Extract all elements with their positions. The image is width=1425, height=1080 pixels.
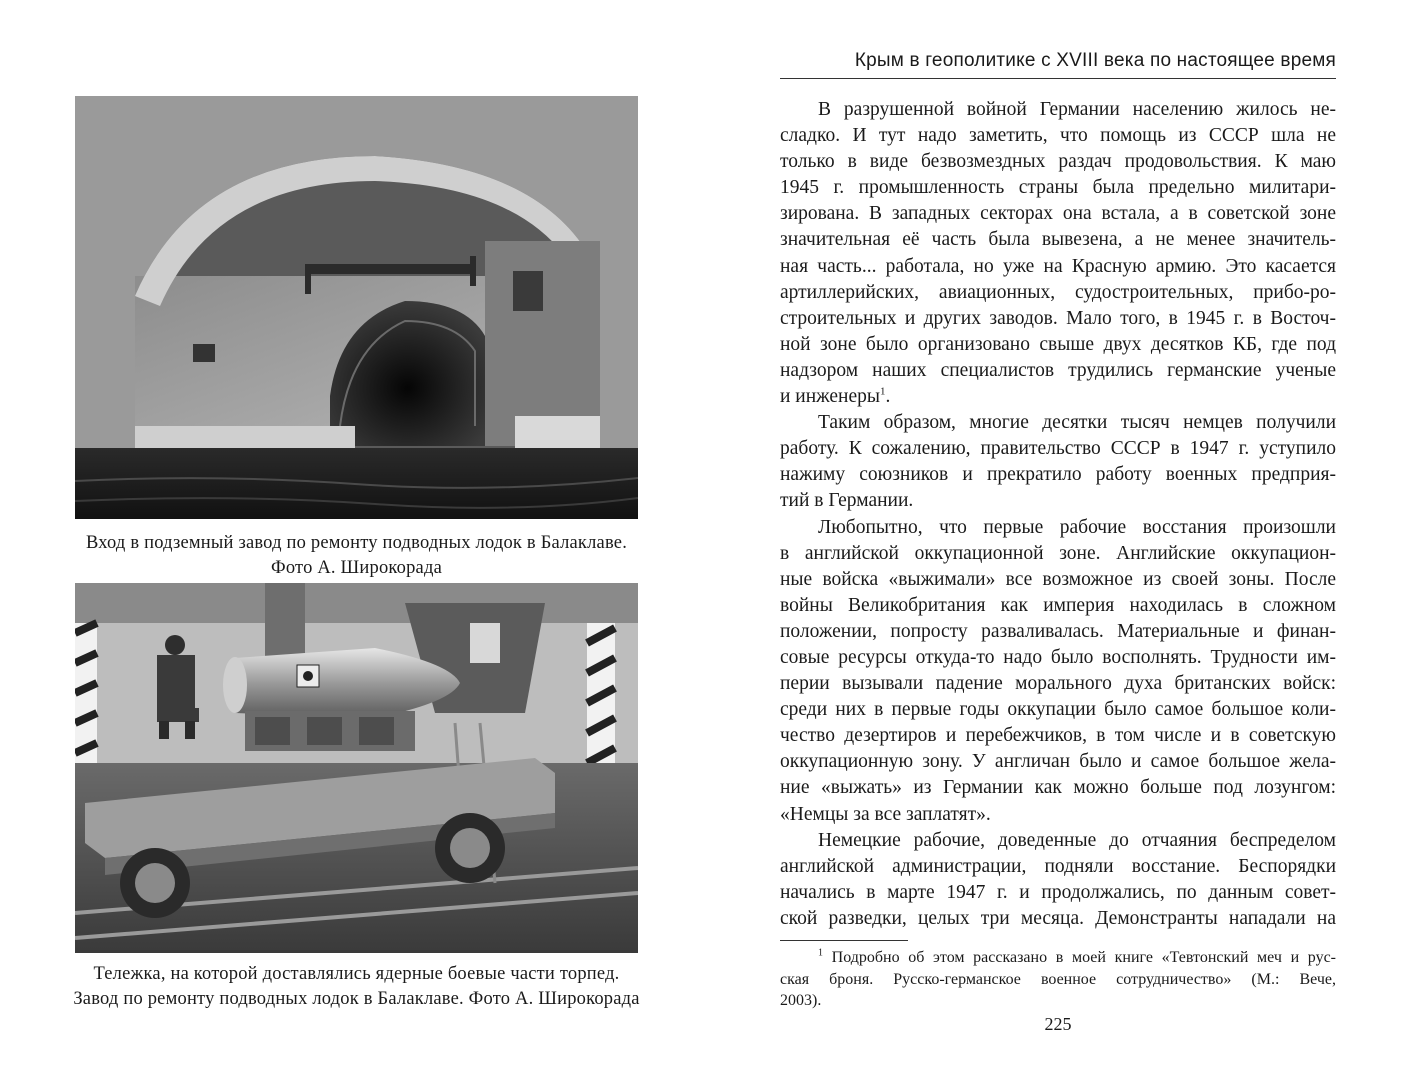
p1-line-8: артиллерийских, авиационных, судостроительных, прибо-ро- <box>780 281 1336 303</box>
p2-line-2: работу. К сожалению, правительство СССР в 1947 г. уступило <box>780 438 1336 460</box>
p1-line-3: только в виде безвозмездных раздач продовольствия. К маю <box>780 151 1336 173</box>
p2-line-3: нажиму союзников и прекратило работу военных предприя- <box>780 464 1336 486</box>
p3-line-7: перии вызывали падение морального духа британских войск: <box>780 673 1336 695</box>
p1-line-5: зирована. В западных секторах она встала, а в советской зоне <box>780 203 1336 225</box>
p3-line-11: ние «выжать» из Германии как можно больше под лозунгом: <box>780 777 1336 799</box>
caption-2-line-1: Тележка, на которой доставлялись ядерные боевые части торпед. <box>93 964 620 984</box>
footnote <box>780 947 1336 1012</box>
p4-line-4: ской разведки, целых три месяца. Демонстранты нападали на <box>780 907 1336 929</box>
p4-line-2: английской администрации, подняли восстание. Беспорядки <box>780 855 1336 877</box>
running-head-rule <box>780 78 1336 79</box>
running-head: Крым в геополитике с XVIII века по настоящее время <box>854 50 1336 71</box>
p1-line-12-text: и инженеры <box>780 386 880 408</box>
footnote-line-1-text: Подробно об этом рассказано в моей книге «Тевтонский меч и рус- <box>831 949 1336 966</box>
body-text <box>780 97 1336 932</box>
footnote-line-3: 2003). <box>780 992 822 1009</box>
photo-caption-2 <box>60 962 653 1012</box>
caption-1-line-1: Вход в подземный завод по ремонту подводных лодок в Балаклаве. <box>85 533 628 553</box>
p1-line-7: ная часть... работала, но уже на Красную армию. Это касается <box>780 255 1336 277</box>
right-page <box>712 0 1425 1080</box>
footnote-rule <box>780 940 908 941</box>
photo-tunnel-entrance <box>75 96 638 519</box>
photo-warhead-cart <box>75 583 638 953</box>
p1-line-11: надзором наших специалистов трудились германские ученые <box>780 359 1336 381</box>
p4-line-3: начались в марте 1947 г. и продолжались, по данным совет- <box>780 881 1336 903</box>
footnote-number: 1 <box>818 947 823 959</box>
p1-line-4: 1945 г. промышленность страны была предельно милитари- <box>780 177 1336 199</box>
p3-line-10: оккупационную зону. У англичан было и самое большое жела- <box>780 751 1336 773</box>
caption-1-line-2: Фото А. Широкорада <box>271 558 442 578</box>
p1-line-6: значительная её часть была вывезена, а не менее значитель- <box>780 229 1336 251</box>
p1-line-9: строительных и других заводов. Мало того, в 1945 г. в Восточ- <box>780 307 1336 329</box>
p3-line-4: войны Великобритания как империя находилась в сложном <box>780 594 1336 616</box>
left-page <box>0 0 712 1080</box>
p3-line-9: чество дезертиров и перебежчиков, в том числе и в советскую <box>780 725 1336 747</box>
p3-line-6: совые ресурсы откуда-то надо было восполнять. Трудности им- <box>780 646 1336 668</box>
p3-line-1: Любопытно, что первые рабочие восстания произошли <box>818 516 1336 538</box>
p3-line-2: в английской оккупационной зоне. Английские оккупацион- <box>780 542 1336 564</box>
photo-caption-1 <box>60 531 653 581</box>
p3-line-3: ные войска «выжимали» все возможное из своей зоны. После <box>780 568 1336 590</box>
caption-2-line-2: Завод по ремонту подводных лодок в Балаклаве. Фото А. Широкорада <box>73 989 640 1009</box>
p4-line-1: Немецкие рабочие, доведенные до отчаяния беспределом <box>818 829 1336 851</box>
footnote-line-1 <box>780 947 1336 969</box>
footnote-line-2: ская броня. Русско-германское военное сотрудничество» (М.: Вече, <box>780 970 1336 988</box>
p3-line-12: «Немцы за все заплатят». <box>780 803 991 825</box>
p3-line-5: положении, попросту разваливалась. Материальные и финан- <box>780 620 1336 642</box>
p1-line-2: сладко. И тут надо заметить, что помощь из СССР шла не <box>780 125 1336 147</box>
p1-line-12: и инженеры$^1$. <box>780 385 891 408</box>
p2-line-4: тий в Германии. <box>780 490 914 512</box>
p2-line-1: Таким образом, многие десятки тысяч немцев получили <box>818 412 1336 434</box>
p1-line-1: В разрушенной войной Германии населению жилось не- <box>818 99 1336 120</box>
footnote-ref-mark[interactable]: 1 <box>880 385 886 398</box>
p3-line-8: среди них в первые годы оккупации было самое большое коли- <box>780 699 1336 721</box>
page-number: 225 <box>1044 1014 1072 1034</box>
p1-line-10: ной зоне было организовано свыше двух десятков КБ, где под <box>780 333 1336 355</box>
